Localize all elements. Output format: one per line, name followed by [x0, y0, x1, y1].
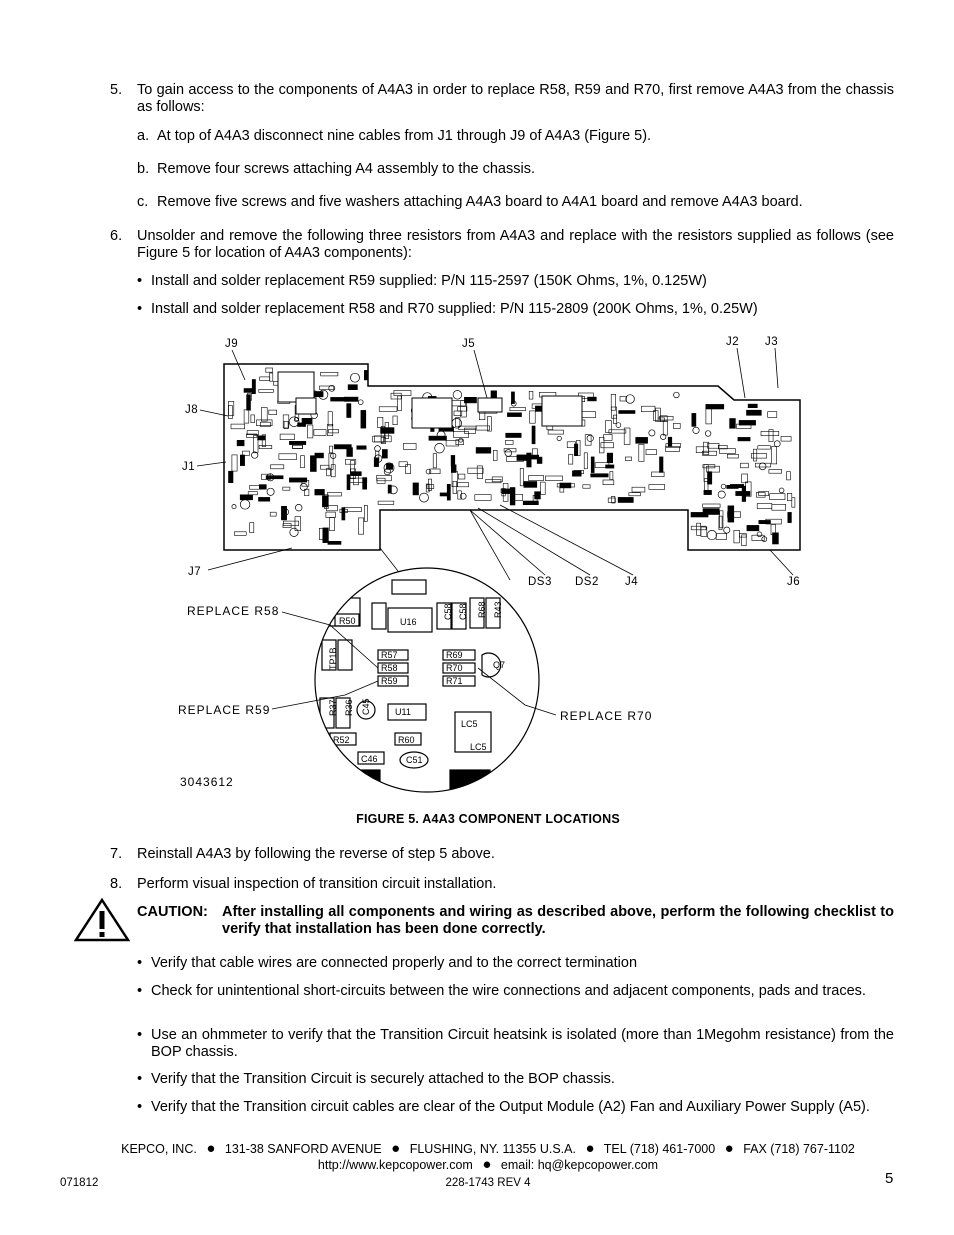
svg-text:R37: R37	[328, 699, 338, 716]
footer-website-link[interactable]: http://www.kepcopower.com	[317, 1158, 473, 1172]
bullet-text: Install and solder replacement R59 supplied: P/N 115-2597 (150K Ohms, 1%, 0.125W)	[151, 273, 707, 289]
bullet-dot: •	[137, 1027, 143, 1043]
label-j5: J5	[462, 338, 476, 350]
svg-text:R71: R71	[446, 676, 463, 686]
svg-text:R50: R50	[339, 616, 356, 626]
bullet-text: Use an ohmmeter to verify that the Transition Circuit heatsink is isolated (more than 1Megohm resistance) from the BOP chassis.	[151, 1027, 894, 1060]
bullet-dot: •	[137, 1099, 143, 1115]
svg-text:LC5: LC5	[461, 719, 478, 729]
bullet-dot: •	[137, 955, 143, 971]
label-j2: J2	[726, 336, 740, 348]
callout-replace-r58: REPLACE R58	[187, 604, 280, 618]
svg-text:C58: C58	[443, 603, 453, 620]
bullet-text: Verify that cable wires are connected properly and to the correct termination	[151, 955, 638, 971]
substep-label: c.	[137, 194, 149, 210]
board-components	[228, 368, 795, 546]
caution-heading: CAUTION:	[137, 904, 208, 920]
svg-text:R36: R36	[344, 699, 354, 716]
svg-text:R52: R52	[333, 735, 350, 745]
caution-text: After installing all components and wiring as described above, perform the following checklist to verify that installation has been done correctly.	[222, 904, 894, 937]
callout-replace-r59: REPLACE R59	[178, 703, 271, 717]
label-ds2: DS2	[575, 576, 599, 588]
bullet-separator-icon: ●	[391, 1140, 401, 1157]
bullet-text: Verify that the Transition Circuit is securely attached to the BOP chassis.	[151, 1071, 615, 1087]
svg-text:TP1B: TP1B	[328, 647, 338, 670]
footer-date-code: 071812	[60, 1177, 99, 1189]
label-j9: J9	[225, 338, 239, 350]
bullet-text: Install and solder replacement R58 and R70 supplied: P/N 115-2809 (200K Ohms, 1%, 0.25W)	[151, 301, 758, 317]
svg-text:C45: C45	[361, 698, 371, 715]
label-j4: J4	[625, 576, 639, 588]
label-j8: J8	[185, 404, 199, 416]
figure-caption: FIGURE 5. A4A3 COMPONENT LOCATIONS	[356, 812, 620, 826]
step-text: To gain access to the components of A4A3 in order to replace R58, R59 and R70, first remove A4A3 from the chassis as follows:	[137, 82, 894, 115]
bullet-separator-icon: ●	[724, 1140, 734, 1157]
footer-address: 131-38 SANFORD AVENUE	[224, 1142, 382, 1156]
magnified-inset-outline	[315, 568, 539, 792]
footer-fax: FAX (718) 767-1102	[743, 1142, 855, 1156]
svg-text:U11: U11	[395, 707, 411, 717]
label-j7: J7	[188, 566, 202, 578]
label-j1: J1	[182, 461, 196, 473]
step-text: Unsolder and remove the following three resistors from A4A3 and replace with the resistors supplied as follows (see Figure 5 for location of A4A3 components):	[137, 228, 894, 261]
label-j3: J3	[765, 336, 779, 348]
bullet-dot: •	[137, 1071, 143, 1087]
svg-text:C46: C46	[361, 754, 378, 764]
figure-a4a3-component-locations	[0, 330, 954, 800]
bullet-dot: •	[137, 301, 143, 317]
bullet-separator-icon: ●	[206, 1140, 216, 1157]
substep-text: Remove four screws attaching A4 assembly to the chassis.	[157, 161, 535, 177]
svg-text:R70: R70	[446, 663, 463, 673]
substep-label: a.	[137, 128, 150, 144]
step-text: Reinstall A4A3 by following the reverse of step 5 above.	[137, 846, 495, 862]
svg-text:R60: R60	[398, 735, 415, 745]
bullet-text: Verify that the Transition circuit cables are clear of the Output Module (A2) Fan and Auxiliary Power Supply (A5).	[151, 1099, 870, 1115]
label-j6: J6	[787, 576, 801, 588]
page-number: 5	[885, 1170, 894, 1187]
bullet-dot: •	[137, 983, 143, 999]
bullet-dot: •	[137, 273, 143, 289]
svg-text:U16: U16	[400, 617, 417, 627]
footer-doc-number: 228-1743 REV 4	[445, 1177, 531, 1189]
footer-company: KEPCO, INC.	[121, 1142, 197, 1156]
svg-text:R69: R69	[446, 650, 463, 660]
step-number: 6.	[110, 228, 123, 244]
bullet-separator-icon: ●	[585, 1140, 595, 1157]
step-number: 7.	[110, 846, 123, 862]
substep-text: At top of A4A3 disconnect nine cables from J1 through J9 of A4A3 (Figure 5).	[157, 128, 652, 144]
svg-text:LC5: LC5	[470, 742, 487, 752]
exclamation-triangle-icon	[74, 898, 130, 942]
svg-text:R58: R58	[381, 663, 398, 673]
footer-contact-line	[0, 1156, 954, 1174]
svg-text:R59: R59	[381, 676, 398, 686]
svg-text:C58: C58	[458, 603, 468, 620]
svg-text:R68: R68	[477, 601, 487, 618]
step-number: 5.	[110, 82, 123, 98]
footer-email-link[interactable]: email: hq@kepcopower.com	[500, 1158, 659, 1172]
svg-text:R57: R57	[381, 650, 398, 660]
bullet-text: Check for unintentional short-circuits between the wire connections and adjacent components, pads and traces.	[151, 983, 866, 999]
svg-text:Q7: Q7	[493, 660, 506, 670]
bullet-separator-icon: ●	[482, 1156, 492, 1173]
step-text: Perform visual inspection of transition circuit installation.	[137, 876, 497, 892]
svg-text:R43: R43	[493, 601, 503, 618]
label-ds3: DS3	[528, 576, 552, 588]
substep-text: Remove five screws and five washers attaching A4A3 board to A4A1 board and remove A4A3 board.	[157, 194, 803, 210]
callout-replace-r70: REPLACE R70	[560, 709, 653, 723]
step-number: 8.	[110, 876, 123, 892]
footer-tel: TEL (718) 461-7000	[603, 1142, 716, 1156]
footer-city: FLUSHING, NY. 11355 U.S.A.	[409, 1142, 576, 1156]
substep-label: b.	[137, 161, 150, 177]
drawing-number: 3043612	[180, 775, 234, 789]
svg-text:C51: C51	[406, 755, 423, 765]
